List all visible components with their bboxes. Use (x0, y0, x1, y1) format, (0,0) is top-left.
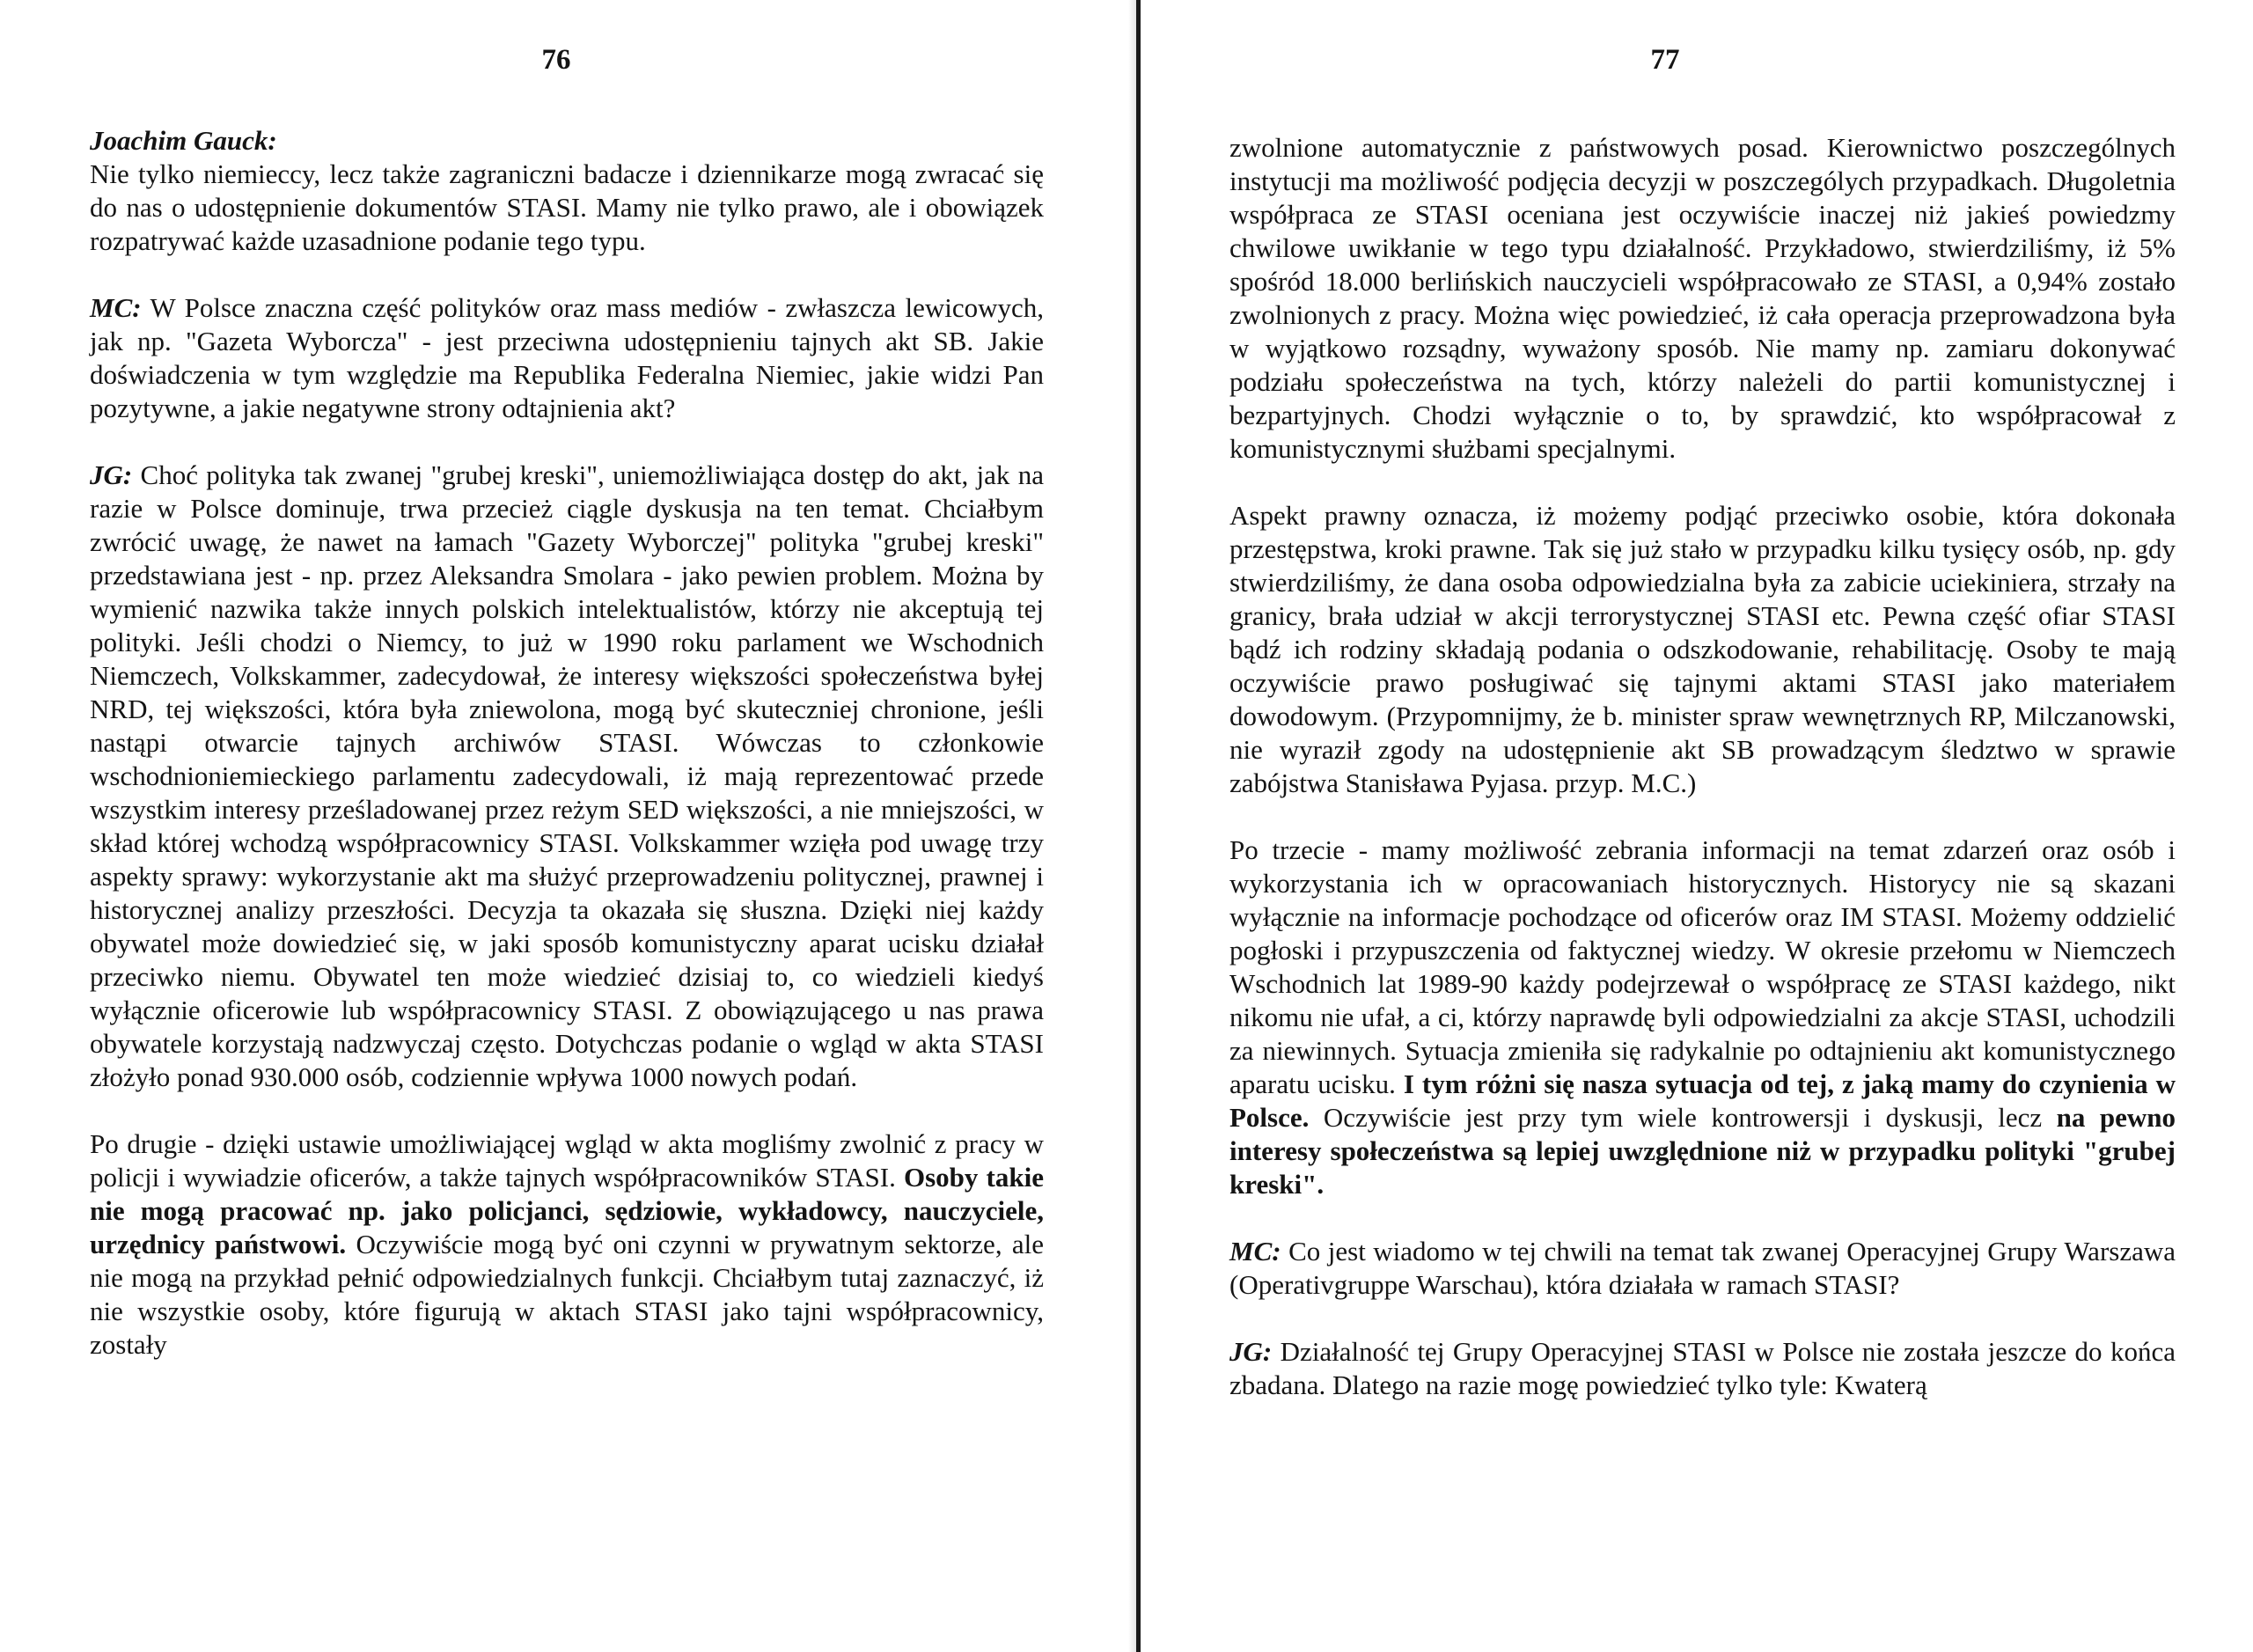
paragraph (90, 1127, 1044, 1362)
paragraph-list (1229, 131, 2176, 1402)
body-text: Po trzecie - mamy możliwość zebrania informacji na temat zdarzeń oraz osób i wykorzystania ich w opracowaniach historycznych. Historycy nie są skazani wyłącznie na informacje pochodzące od oficerów oraz IM STASI. Możemy oddzielić pogłoski i przypuszczenia od faktycznej wiedzy. W okresie przełomu w Niemczech Wschodnich lat 1989-90 każdy podejrzewał o współpracę ze STASI każdego, nikt nikomu nie ufał, a ci, którzy naprawdę byli odpowiedzialni za akcje STASI, uchodzili za niewinnych. Sytuacja zmieniła się radykalnie po odtajnieniu akt komunistycznego aparatu ucisku. (1229, 834, 2176, 1099)
gutter-shadow (1128, 0, 1136, 1652)
paragraph (90, 158, 1044, 258)
paragraph (1229, 499, 2176, 800)
speaker-label: JG: (90, 459, 133, 490)
page-number: 76 (541, 44, 571, 76)
body-text: Oczywiście mogą być oni czynni w prywatnym sektorze, ale nie mogą na przykład pełnić odpowiedzialnych funkcji. Chciałbym tutaj zaznaczyć, iż nie wszystkie osoby, które figurują w aktach STASI jako tajni współpracownicy, zostały (90, 1229, 1044, 1360)
body-text: zwolnione automatycznie z państwowych posad. Kierownictwo poszczególnych instytucji ma możliwość podjęcia decyzji w poszczególych przypadkach. Długoletnia współpraca ze STASI oceniana jest oczywiście inaczej niż jakieś powiedzmy chwilowe uwikłanie w tego typu działalność. Przykładowo, stwierdziliśmy, iż 5% spośród 18.000 berlińskich nauczycieli współpracowało ze STASI, a 0,94% zostało zwolnionych z pracy. Można więc powiedzieć, iż cała operacja przeprowadzona była w wyjątkowo rozsądny, wyważony sposób. Nie mamy np. zamiaru dokonywać podziału społeczeństwa na tych, którzy należeli do partii komunistycznej i bezpartyjnych. Chodzi wyłącznie o to, by sprawdzić, kto współpracował z komunistycznymi służbami specjalnymi. (1229, 132, 2176, 464)
paragraph (1229, 833, 2176, 1201)
right-page (1141, 0, 2253, 1652)
page-text (1229, 131, 2176, 1402)
paragraph (90, 459, 1044, 1094)
paragraph (1229, 1235, 2176, 1302)
paragraph (1229, 1335, 2176, 1402)
page-text (90, 124, 1044, 1362)
body-text: Choć polityka tak zwanej "grubej kreski", uniemożliwiająca dostęp do akt, jak na razie w Polsce dominuje, trwa przecież ciągle dyskusja na ten temat. Chciałbym zwrócić uwagę, że nawet na łamach "Gazety Wyborczej" polityka "grubej kreski" przedstawiana jest - np. przez Aleksandra Smolara - jako pewien problem. Można by wymienić nazwika także innych polskich intelektualistów, którzy nie akceptują tej polityki. Jeśli chodzi o Niemcy, to już w 1990 roku parlament we Wschodnich Niemczech, Volkskammer, zadecydował, że interesy większości społeczeństwa byłej NRD, tej większości, która była zniewolona, mogą być skuteczniej chronione, jeśli nastąpi otwarcie tajnych archiwów STASI. Wówczas to członkowie wschodnioniemieckiego parlamentu zadecydowali, iż mają reprezentować przede wszystkim interesy prześladowanej przez reżym SED większości, a nie mniejszości, w skład której wchodzą współpracownicy STASI. Volkskammer wzięła pod uwagę trzy aspekty sprawy: wykorzystanie akt ma służyć przeprowadzeniu politycznej, prawnej i historycznej analizy przeszłości. Decyzja ta okazała się słuszna. Dzięki niej każdy obywatel może dowiedzieć się, w jaki sposób komunistyczny aparat ucisku działał przeciwko niemu. Obywatel ten może wiedzieć dzisiaj to, co wiedzieli kiedyś wyłącznie oficerowie lub współpracownicy STASI. Z obowiązującego u nas prawa obywatele korzystają nadzwyczaj często. Dotychczas podanie o wgląd w akta STASI złożyło ponad 930.000 osób, codziennie wpływa 1000 nowych podań. (90, 459, 1044, 1092)
body-text: Nie tylko niemieccy, lecz także zagraniczni badacze i dziennikarze mogą zwracać się do nas o udostępnienie dokumentów STASI. Mamy nie tylko prawo, ale i obowiązek rozpatrywać każde uzasadnione podanie tego typu. (90, 158, 1044, 256)
speaker-label: MC: (1229, 1236, 1281, 1267)
page-number: 77 (1650, 44, 1680, 76)
paragraph-list (90, 158, 1044, 1362)
speaker-heading: Joachim Gauck: (90, 125, 277, 156)
body-text: Oczywiście jest przy tym wiele kontrowersji i dyskusji, lecz (1309, 1102, 2057, 1133)
body-text: Co jest wiadomo w tej chwili na temat tak zwanej Operacyjnej Grupy Warszawa (Operativgruppe Warschau), która działała w ramach STASI? (1229, 1236, 2176, 1300)
paragraph (90, 291, 1044, 425)
bold-text: na pewno interesy społeczeństwa są lepiej uwzględnione niż w przypadku polityki "grubej kreski". (1229, 1102, 2176, 1200)
body-text: Działalność tej Grupy Operacyjnej STASI w Polsce nie została jeszcze do końca zbadana. Dlatego na razie mogę powiedzieć tylko tyle: Kwaterą (1229, 1336, 2176, 1400)
bold-text: I tym różni się nasza sytuacja od tej, z jaką mamy do czynienia w Polsce. (1229, 1068, 2176, 1133)
book-gutter (1136, 0, 1141, 1652)
bold-text: Osoby takie nie mogą pracować np. jako policjanci, sędziowie, wykładowcy, nauczyciele, urzędnicy państwowi. (90, 1162, 1044, 1259)
body-text: Aspekt prawny oznacza, iż możemy podjąć przeciwko osobie, która dokonała przestępstwa, kroki prawne. Tak się już stało w przypadku kilku tysięcy osób, np. gdy stwierdziliśmy, że dana osoba odpowiedzialna była za zabicie uciekiniera, strzały na granicy, brała udział w akcji terrorystycznej STASI etc. Pewna część ofiar STASI bądź ich rodziny składają podania o odszkodowanie, rehabilitację. Osoby te mają oczywiście prawo posługiwać się tajnymi aktami STASI jako materiałem dowodowym. (Przypomnijmy, że b. minister spraw wewnętrznych RP, Milczanowski, nie wyraził zgody na udostępnienie akt SB prowadzącym śledztwo w sprawie zabójstwa Stanisława Pyjasa. przyp. M.C.) (1229, 500, 2176, 798)
body-text: W Polsce znaczna część polityków oraz mass mediów - zwłaszcza lewicowych, jak np. "Gazeta Wyborcza" - jest przeciwna udostępnieniu tajnych akt SB. Jakie doświadczenia w tym względzie ma Republika Federalna Niemiec, jakie widzi Pan pozytywne, a jakie negatywne strony odtajnienia akt? (90, 292, 1044, 423)
speaker-label: MC: (90, 292, 142, 323)
body-text: Po drugie - dzięki ustawie umożliwiającej wgląd w akta mogliśmy zwolnić z pracy w policji i wywiadzie oficerów, a także tajnych współpracowników STASI. (90, 1128, 1044, 1193)
speaker-label: JG: (1229, 1336, 1273, 1367)
paragraph (1229, 131, 2176, 466)
